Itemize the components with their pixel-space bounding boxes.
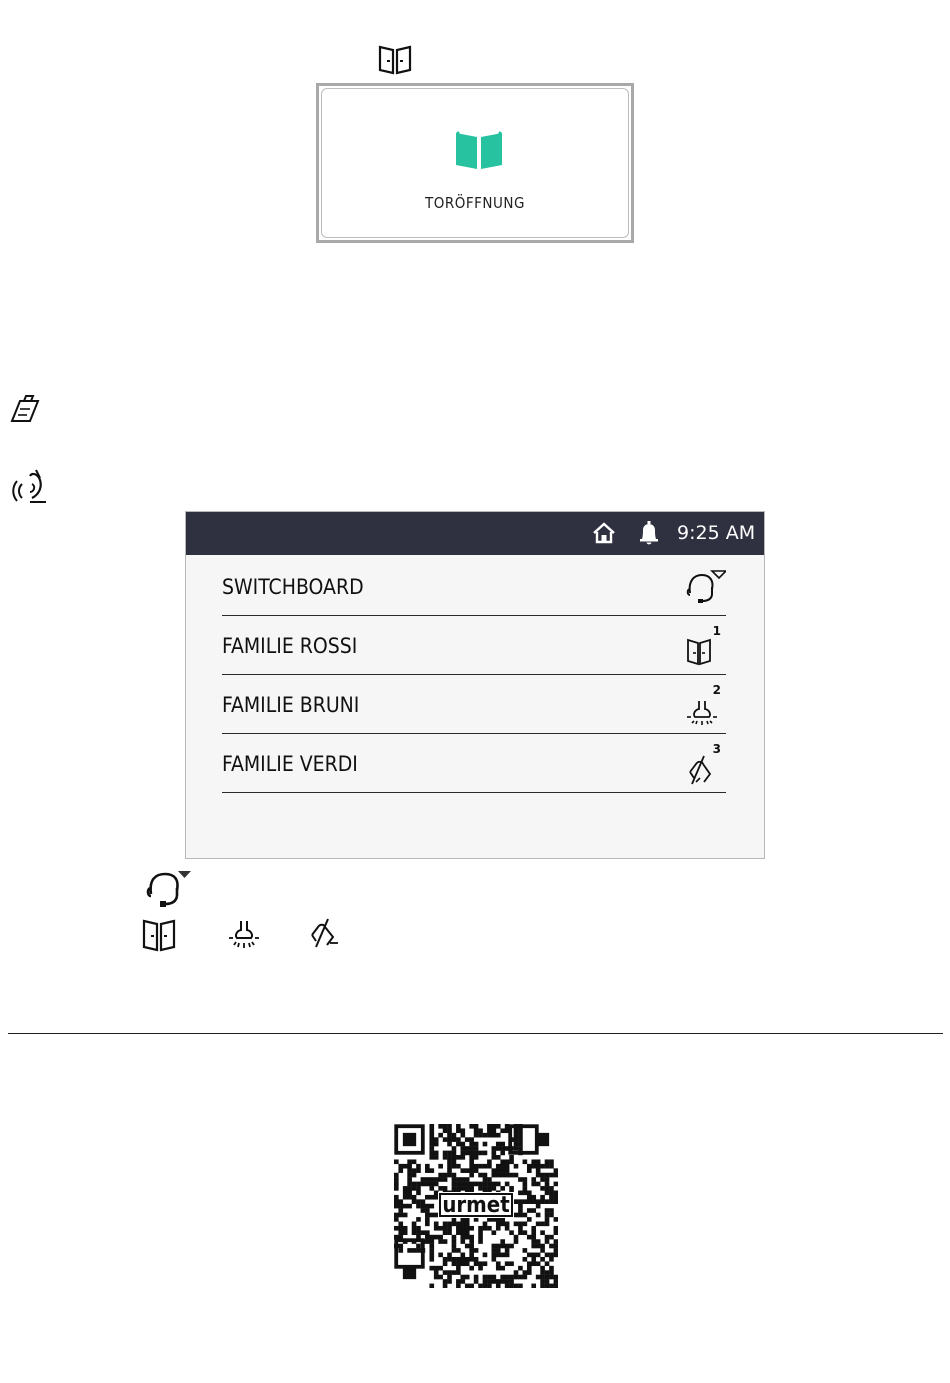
qr-code: [394, 1124, 558, 1288]
status-bar: [186, 512, 764, 555]
list-item-label: FAMILIE ROSSI: [222, 634, 358, 658]
list-item-familie-verdi[interactable]: [222, 734, 726, 793]
lock-release-icon: [308, 915, 344, 951]
list-item-switchboard[interactable]: [222, 557, 726, 616]
home-icon[interactable]: [592, 522, 616, 544]
clock: 9:25 AM: [677, 522, 756, 544]
list-item-familie-rossi[interactable]: [222, 616, 726, 675]
door-open-card[interactable]: [316, 83, 634, 243]
note-icon: [8, 393, 42, 427]
headset-icon: [145, 868, 195, 910]
badge-number: 2: [712, 683, 721, 697]
list-item-familie-bruni[interactable]: [222, 675, 726, 734]
list-item-label: FAMILIE VERDI: [222, 752, 358, 776]
badge-number: 1: [712, 624, 721, 638]
door-open-icon: [453, 131, 505, 171]
door-open-icon: [140, 917, 178, 953]
qr-logo-text: urmet: [442, 1193, 510, 1218]
device-screen: [185, 511, 765, 859]
headset-icon: [682, 567, 726, 609]
badge-number: 3: [712, 742, 721, 756]
door-open-label: TORÖFFNUNG: [425, 194, 525, 212]
door-open-icon: [377, 44, 413, 76]
section-divider: [8, 1033, 943, 1034]
hearing-loop-icon: [10, 466, 50, 506]
bell-icon[interactable]: [638, 520, 660, 546]
list-item-label: FAMILIE BRUNI: [222, 693, 360, 717]
light-icon: [226, 917, 262, 953]
list-item-label: SWITCHBOARD: [222, 575, 364, 599]
